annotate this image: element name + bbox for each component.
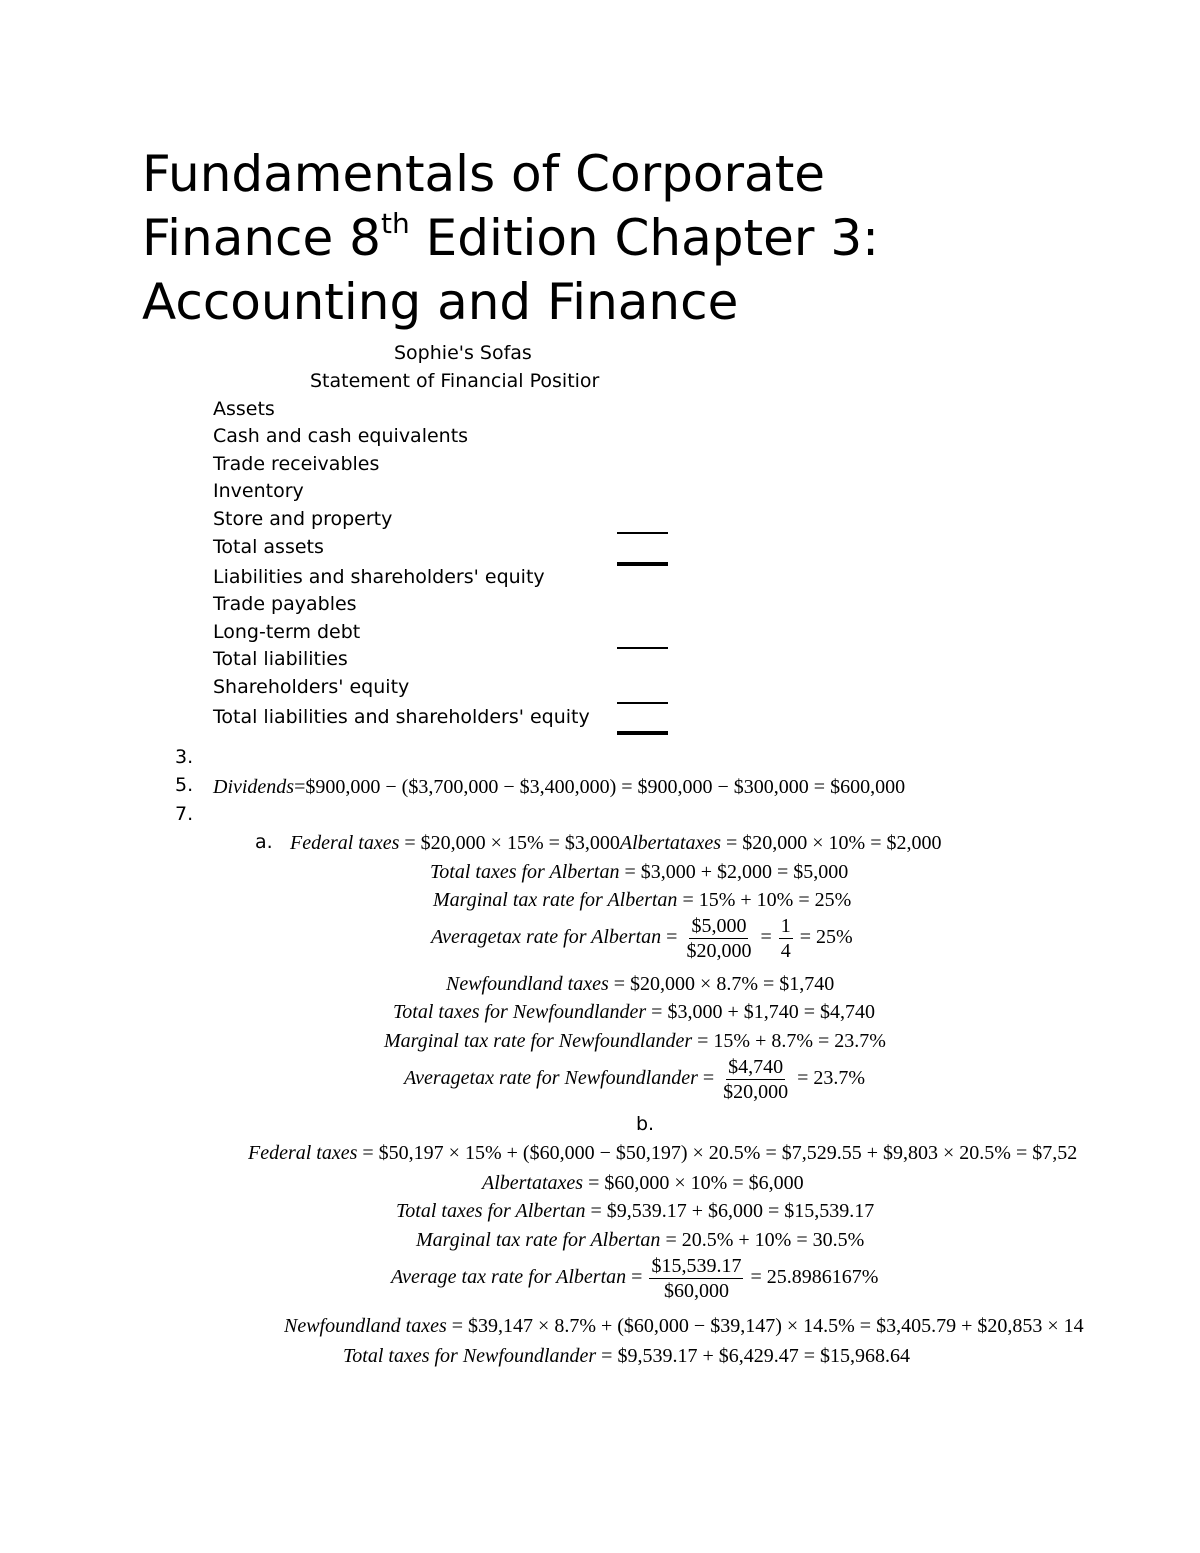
q5-equation: [213, 774, 905, 800]
q7a-l3-var: Marginal tax rate for Albertan: [433, 889, 678, 911]
q7b-l2-var: Total taxes for Albertan: [396, 1200, 586, 1222]
q7a-average-albertan: [431, 914, 853, 963]
total-assets-rule: [617, 532, 668, 534]
q7b-average-albertan: [391, 1254, 878, 1303]
q7b-l3-var: Marginal tax rate for Albertan: [416, 1229, 661, 1251]
q7a-l8-var: Averagetax rate for Newfoundlander: [404, 1067, 698, 1090]
q7b-l4-fraction: [649, 1254, 743, 1303]
q7a-l8-rhs: = 23.7%: [792, 1067, 866, 1090]
q7a-l4-den2: 4: [780, 940, 791, 962]
q7b-marginal-albertan: [416, 1227, 864, 1253]
q7b-l5-var: Newfoundland taxes: [284, 1315, 447, 1337]
total-liabilities-rule: [617, 647, 668, 649]
total-equity-double-rule: [617, 731, 668, 735]
q7b-l4-rhs: = 25.8986167%: [745, 1266, 879, 1289]
q7a-label: a.: [255, 831, 273, 853]
q7b-l4-den: $60,000: [663, 1280, 729, 1302]
q7b-l2-rhs: = $9,539.17 + $6,000 = $15,539.17: [585, 1200, 875, 1222]
title-line-2: [142, 206, 879, 270]
q7a-l6-var: Total taxes for Newfoundlander: [393, 1001, 647, 1023]
q5-label: 5.: [175, 774, 194, 796]
q7-label: 7.: [175, 803, 194, 825]
q7a-l4-eq: =: [661, 926, 683, 949]
total-assets-double-rule: [617, 562, 668, 566]
q7b-l5-rhs: = $39,147 × 8.7% + ($60,000 − $39,147) × 14.5% = $3,405.79 + $20,853 × 14: [446, 1315, 1084, 1337]
q7b-alberta-taxes: [482, 1170, 804, 1196]
total-equity-rule: [617, 702, 668, 704]
row-total-assets: Total assets: [213, 536, 324, 558]
q7a-l4-num: $5,000: [691, 915, 747, 937]
q7a-l4-den: $20,000: [686, 940, 752, 962]
q7a-average-newfoundlander: [404, 1055, 865, 1104]
title-line-3: Accounting and Finance: [142, 273, 739, 331]
q7a-l4-var: Averagetax rate for Albertan: [431, 926, 662, 949]
q7a-l0-var: Federal taxes: [290, 832, 400, 854]
q7a-l6-rhs: = $3,000 + $1,740 = $4,740: [646, 1001, 876, 1023]
q7a-l1-var: Albertataxes: [619, 832, 721, 854]
q7a-newfoundland-taxes: [446, 971, 834, 997]
q7a-total-taxes-newfoundlander: [393, 999, 875, 1025]
q7a-l1-rhs: = $20,000 × 10% = $2,000: [721, 832, 942, 854]
row-total-liabilities: Total liabilities: [213, 648, 348, 670]
q7b-federal-taxes: [248, 1140, 1200, 1166]
q7a-l0-rhs: = $20,000 × 15% = $3,000: [399, 832, 620, 854]
q5-rhs: =$900,000 − ($3,700,000 − $3,400,000) = $900,000 − $300,000 = $600,000: [294, 776, 906, 798]
q7a-l8-fraction: [721, 1055, 790, 1104]
q7b-l1-var: Albertataxes: [482, 1172, 584, 1194]
q7b-l4-var: Average tax rate for Albertan: [391, 1266, 627, 1289]
q7a-l2-var: Total taxes for Albertan: [430, 861, 620, 883]
q7b-total-taxes-newfoundlander: [343, 1343, 910, 1369]
q5-var: Dividends: [213, 776, 295, 798]
row-inventory: Inventory: [213, 480, 304, 502]
statement-company: Sophie's Sofas: [394, 342, 532, 364]
row-assets: Assets: [213, 398, 275, 420]
q7a-l5-var: Newfoundland taxes: [446, 973, 609, 995]
q7b-l3-rhs: = 20.5% + 10% = 30.5%: [660, 1229, 865, 1251]
q7b-l0-var: Federal taxes: [248, 1142, 358, 1164]
title-line-2-post: Edition Chapter 3:: [409, 209, 879, 267]
title-line-1: Fundamentals of Corporate: [142, 145, 826, 203]
row-liabilities-equity: Liabilities and shareholders' equity: [213, 566, 545, 588]
q7a-marginal-albertan: [433, 887, 851, 913]
row-store-property: Store and property: [213, 508, 393, 530]
row-trade-receivables: Trade receivables: [213, 453, 380, 475]
row-long-term-debt: Long-term debt: [213, 621, 361, 643]
q7b-l0-rhs: = $50,197 × 15% + ($60,000 − $50,197) × 20.5% = $7,529.55 + $9,803 × 20.5% = $7,52: [357, 1142, 1078, 1164]
q7a-l4-num2: 1: [780, 915, 791, 937]
q7b-l4-num: $15,539.17: [651, 1255, 742, 1277]
q7a-federal-alberta-taxes: [290, 830, 942, 856]
q7a-l7-var: Marginal tax rate for Newfoundlander: [384, 1030, 693, 1052]
title-superscript: th: [381, 207, 410, 240]
q7a-l8-num: $4,740: [728, 1056, 784, 1078]
q7b-l6-var: Total taxes for Newfoundlander: [343, 1345, 597, 1367]
q7a-l4-fraction2: [779, 914, 793, 963]
q7a-l7-rhs: = 15% + 8.7% = 23.7%: [692, 1030, 886, 1052]
row-shareholders-equity: Shareholders' equity: [213, 676, 410, 698]
q7a-marginal-newfoundlander: [384, 1028, 886, 1054]
q7a-l4-rhs: = 25%: [794, 926, 853, 949]
q7a-l4-fraction: [684, 914, 753, 963]
title-line-2-pre: Finance 8: [142, 209, 381, 267]
q7a-l4-eq2: =: [755, 926, 777, 949]
row-total-liabilities-equity: Total liabilities and shareholders' equity: [213, 706, 590, 728]
row-cash: Cash and cash equivalents: [213, 425, 469, 447]
q3-label: 3.: [175, 746, 194, 768]
q7b-l6-rhs: = $9,539.17 + $6,429.47 = $15,968.64: [596, 1345, 911, 1367]
q7a-l8-den: $20,000: [723, 1081, 789, 1103]
q7a-l5-rhs: = $20,000 × 8.7% = $1,740: [608, 973, 835, 995]
statement-name: Statement of Financial Positior: [310, 370, 600, 392]
q7b-l4-eq: =: [626, 1266, 648, 1289]
q7a-l3-rhs: = 15% + 10% = 25%: [677, 889, 852, 911]
q7b-label: b.: [636, 1113, 655, 1135]
q7a-l8-eq: =: [697, 1067, 720, 1090]
q7b-total-taxes-albertan: [396, 1198, 874, 1224]
q7a-l2-rhs: = $3,000 + $2,000 = $5,000: [619, 861, 849, 883]
row-trade-payables: Trade payables: [213, 593, 357, 615]
q7b-newfoundland-taxes: [284, 1313, 1200, 1339]
q7b-l1-rhs: = $60,000 × 10% = $6,000: [583, 1172, 804, 1194]
q7a-total-taxes-albertan: [430, 859, 848, 885]
